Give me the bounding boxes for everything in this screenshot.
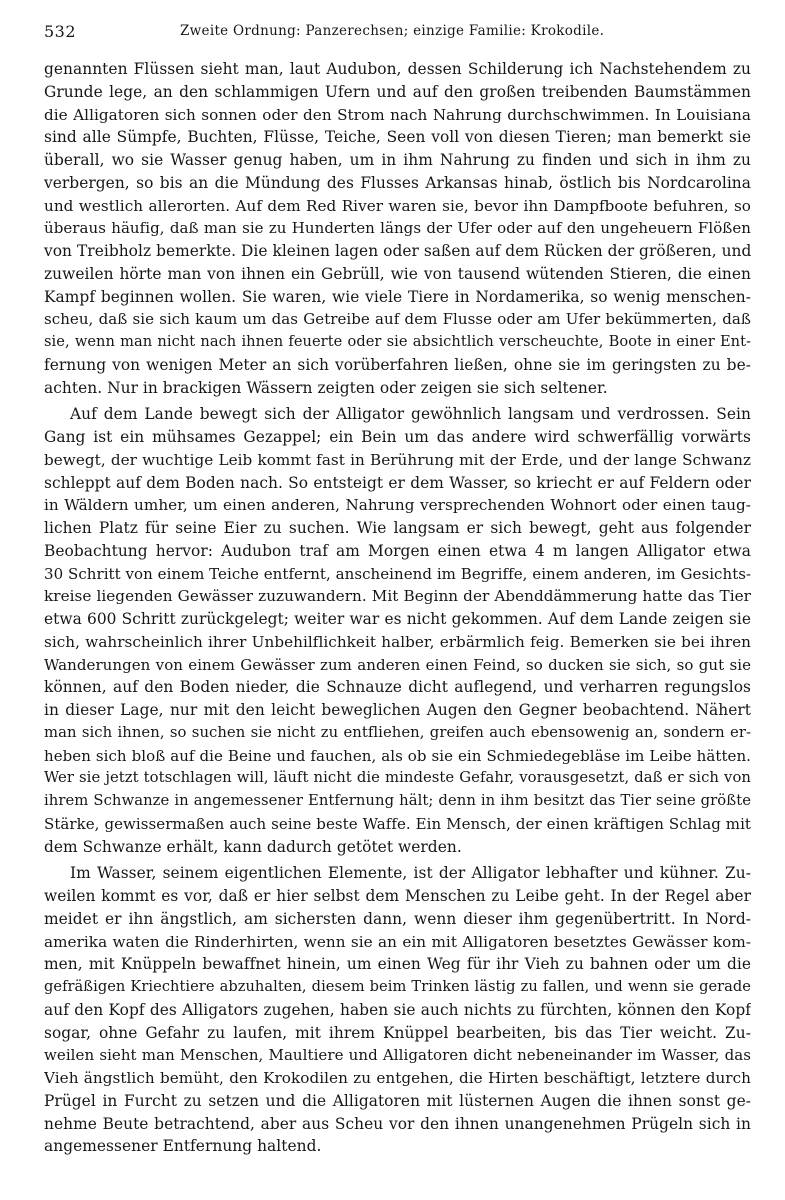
text-line: von Treibholz bemerkte. Die kleinen lagen oder saßen auf dem Rücken der größeren, und	[44, 242, 751, 260]
text-line: 30 Schritt von einem Teiche entfernt, anscheinend im Begriffe, einem anderen, im Gesichts-	[44, 564, 751, 583]
text-line: verbergen, so bis an die Mündung des Flusses Arkansas hinab, östlich bis Nordcarolina	[44, 173, 751, 192]
paragraph	[44, 403, 751, 858]
text-line: können, auf den Boden nieder, die Schnauze dicht auflegend, und verharren regungslos	[44, 678, 751, 697]
page-number: 532	[44, 22, 77, 41]
text-line: gefräßigen Kriechtiere abzuhalten, diesem beim Trinken lästig zu fallen, und wenn sie gerade	[44, 978, 751, 995]
text-line: amerika waten die Rinderhirten, wenn sie an ein mit Alligatoren besetztes Gewässer kom-	[44, 932, 751, 951]
text-line: schleppt auf dem Boden nach. So entsteigt er dem Wasser, so kriecht er auf Feldern oder	[44, 473, 751, 492]
text-line: auf den Kopf des Alligators zugehen, haben sie auch nichts zu fürchten, können den Kopf	[44, 1000, 751, 1019]
text-line: und westlich allerorten. Auf dem Red River waren sie, bevor ihn Dampfboote befuhren, so	[44, 196, 751, 215]
text-line: etwa 600 Schritt zurückgelegt; weiter war es nicht gekommen. Auf dem Lande zeigen sie	[44, 610, 751, 628]
body-text	[44, 58, 751, 1158]
text-line: lichen Platz für seine Eier zu suchen. Wie langsam er sich bewegt, geht aus folgender	[44, 519, 751, 537]
text-line: men, mit Knüppeln bewaffnet hinein, um einen Weg für ihr Vieh zu bahnen oder um die	[44, 955, 751, 974]
text-line: heben sich bloß auf die Beine und fauchen, als ob sie ein Schmiedegebläse im Leibe hätten.	[44, 746, 751, 765]
text-line: ihrem Schwanze in angemessener Entfernung hält; denn in ihm besitzt das Tier seine größte	[44, 792, 751, 809]
text-line: Wanderungen von einem Gewässer zum anderen einen Feind, so ducken sie sich, so gut sie	[44, 655, 751, 674]
text-line: Auf dem Lande bewegt sich der Alligator gewöhnlich langsam und verdrossen. Sein	[70, 405, 751, 424]
text-line: kreise liegenden Gewässer zuzuwandern. Mit Beginn der Abenddämmerung hatte das Tier	[44, 587, 751, 606]
text-line: zuweilen hörte man von ihnen ein Gebrüll, wie von tausend wütenden Stieren, die einen	[44, 264, 751, 283]
text-line: Gang ist ein mühsames Gezappel; ein Bein um das andere wird schwerfällig vorwärts	[44, 428, 751, 446]
text-line: fernung von wenigen Meter an sich vorüberfahren ließen, ohne sie im geringsten zu be-	[44, 355, 751, 374]
text-line: Vieh ängstlich bemüht, den Krokodilen zu entgehen, die Hirten beschäftigt, letztere durch	[44, 1069, 751, 1087]
paragraph	[44, 58, 751, 399]
text-line: die Alligatoren sich sonnen oder den Strom nach Nahrung durchschwimmen. In Louisiana	[44, 105, 751, 124]
text-line: dem Schwanze erhält, kann dadurch getötet werden.	[44, 837, 462, 856]
text-line: sich, wahrscheinlich ihrer Unbehilflichkeit halber, erbärmlich feig. Bemerken sie bei ihren	[44, 632, 751, 651]
text-line: in dieser Lage, nur mit den leicht beweglichen Augen den Gegner beobachtend. Nähert	[44, 701, 751, 719]
text-line: in Wäldern umher, um einen anderen, Nahrung versprechenden Wohnort oder einen taug-	[44, 496, 751, 515]
page-header	[44, 22, 747, 46]
text-line: meidet er ihn ängstlich, am sichersten dann, wenn dieser ihm gegenübertritt. In Nord-	[44, 909, 751, 928]
text-line: angemessener Entfernung haltend.	[44, 1137, 322, 1156]
text-line: scheu, daß sie sich kaum um das Getreibe auf dem Flusse oder am Ufer bekümmerten, daß	[44, 310, 751, 329]
text-line: Im Wasser, seinem eigentlichen Elemente, ist der Alligator lebhafter und kühner. Zu-	[70, 864, 751, 883]
text-line: sind alle Sümpfe, Buchten, Flüsse, Teiche, Seen voll von diesen Tieren; man bemerkt sie	[44, 128, 751, 147]
text-line: Beobachtung hervor: Audubon traf am Morgen einen etwa 4 m langen Alligator etwa	[44, 541, 751, 560]
text-line: sogar, ohne Gefahr zu laufen, mit ihrem Knüppel bearbeiten, bis das Tier weicht. Zu-	[44, 1023, 751, 1042]
text-line: Kampf beginnen wollen. Sie waren, wie viele Tiere in Nordamerika, so wenig menschen-	[44, 287, 751, 306]
text-line: überaus häufig, daß man sie zu Hunderten längs der Ufer oder auf den ungeheuern Flößen	[44, 219, 751, 238]
text-line: sie, wenn man nicht nach ihnen feuerte oder sie absichtlich verscheuchte, Boote in einer Ent-	[44, 333, 751, 350]
paragraph	[44, 862, 751, 1158]
text-line: man sich ihnen, so suchen sie nicht zu entfliehen, greifen auch ebensowenig an, sondern er-	[44, 723, 751, 741]
text-line: achten. Nur in brackigen Wässern zeigten oder zeigen sie sich seltener.	[44, 378, 608, 397]
text-line: überall, wo sie Wasser genug haben, um in ihm Nahrung zu finden und sich in ihm zu	[44, 151, 751, 169]
text-line: bewegt, der wuchtige Leib kommt fast in Berührung mit der Erde, und der lange Schwanz	[44, 450, 751, 469]
text-line: Prügel in Furcht zu setzen und die Alligatoren mit lüsternen Augen die ihnen sonst ge-	[44, 1091, 751, 1110]
text-line: Grunde lege, an den schlammigen Ufern und auf den großen treibenden Baumstämmen	[44, 82, 751, 101]
text-line: Wer sie jetzt totschlagen will, läuft nicht die mindeste Gefahr, vorausgesetzt, daß er sich von	[44, 769, 751, 787]
text-line: nehme Beute betrachtend, aber aus Scheu vor den ihnen unangenehmen Prügeln sich in	[44, 1114, 751, 1133]
text-line: genannten Flüssen sieht man, laut Audubon, dessen Schilderung ich Nachstehendem zu	[44, 60, 751, 78]
text-line: weilen sieht man Menschen, Maultiere und Alligatoren dicht nebeneinander im Wasser, das	[44, 1046, 751, 1065]
text-line: weilen kommt es vor, daß er hier selbst dem Menschen zu Leibe geht. In der Regel aber	[44, 887, 751, 905]
running-title: Zweite Ordnung: Panzerechsen; einzige Familie: Krokodile.	[180, 23, 605, 39]
text-line: Stärke, gewissermaßen auch seine beste Waffe. Ein Mensch, der einen kräftigen Schlag mit	[44, 814, 751, 833]
